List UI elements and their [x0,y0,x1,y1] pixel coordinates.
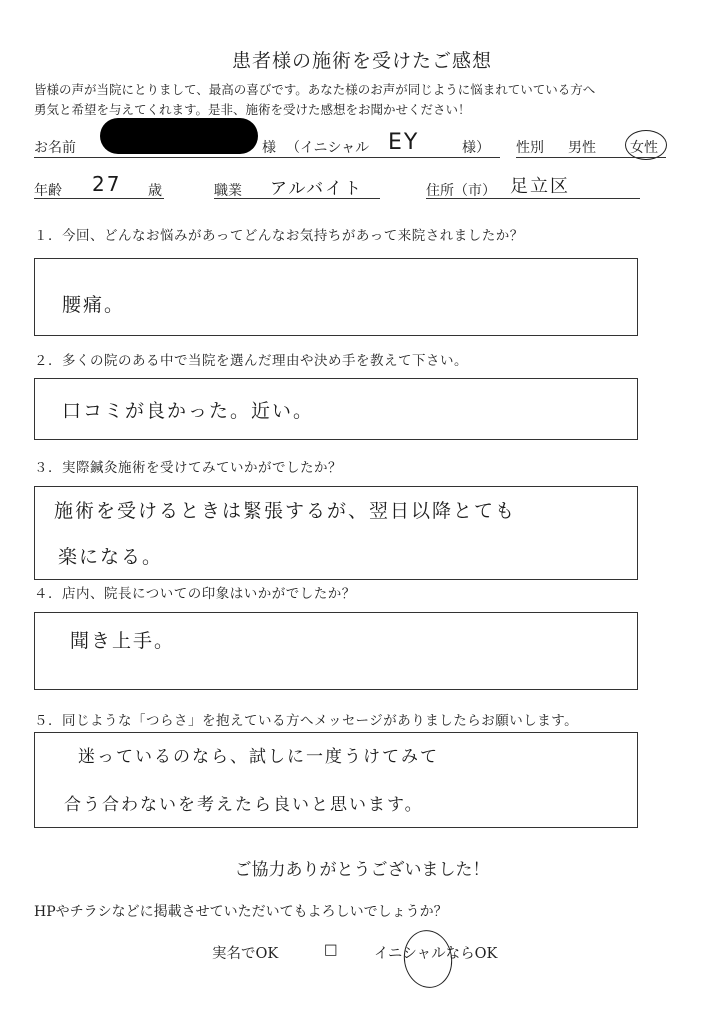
redaction-bar [100,118,258,154]
answer-3-line-2: 楽になる。 [58,546,164,568]
intro-line-1: 皆様の声が当院にとりまして、最高の喜びです。あなた様のお声が同じように悩まれていている方へ [34,82,596,97]
gender-female: 女性 [630,140,658,156]
age-label: 年齢 [34,183,62,199]
option-realname: 実名でOK [212,946,279,962]
intro-line-2: 勇気と希望を与えてくれます。是非、施術を受けた感想をお聞かせください！ [34,102,471,117]
answer-4-line-1: 聞き上手。 [70,630,176,652]
age-value: 27 [92,172,122,196]
age-underline [34,198,164,199]
form-title: 患者様の施術を受けたご感想 [231,50,492,72]
job-underline [214,198,380,199]
gender-underline [516,157,666,158]
age-unit: 歳 [148,183,162,199]
question-4: ４．店内、院長についての印象はいかがでしたか？ [34,586,356,602]
question-2: ２．多くの院のある中で当院を選んだ理由や決め手を教えて下さい。 [34,353,468,369]
answer-5-line-1: 迷っているのなら、試しに一度うけてみて [78,747,439,767]
job-label: 職業 [214,183,242,199]
answer-5-line-2: 合う合わないを考えたら良いと思います。 [64,795,424,815]
question-1: １．今回、どんなお悩みがあってどんなお気持ちがあって来院されましたか？ [34,228,524,244]
thanks-text: ご協力ありがとうございました！ [234,860,490,880]
intro-text [34,80,694,120]
sama-label: 様 [262,140,276,156]
option-realname-checkbox[interactable]: □ [324,942,338,958]
answer-1-line-1: 腰痛。 [62,294,126,316]
address-label: 住所（市） [426,183,496,199]
job-value: アルバイト [270,179,364,199]
address-underline [426,198,640,199]
initial-circle-mark [399,926,456,991]
address-value: 足立区 [510,176,570,197]
name-label: お名前 [34,140,76,156]
female-circle-mark [625,130,667,160]
hp-question: HPやチラシなどに掲載させていただいてもよろしいでしょうか？ [34,904,448,920]
answer-2-line-1: 口コミが良かった。近い。 [62,400,315,422]
gender-label: 性別 [516,140,544,156]
initial-suffix: 様） [462,140,490,156]
option-initial: イニシャルならOK [374,946,498,962]
question-3: ３．実際鍼灸施術を受けてみていかがでしたか？ [34,460,342,476]
answer-3-line-1: 施術を受けるときは緊張するが、翌日以降とても [54,500,517,522]
initial-value: EY [388,130,420,155]
initial-label: （イニシャル [286,140,370,156]
name-underline [34,157,500,158]
gender-male: 男性 [568,140,596,156]
question-5: ５．同じような「つらさ」を抱えている方へメッセージがありましたらお願いします。 [34,713,579,729]
